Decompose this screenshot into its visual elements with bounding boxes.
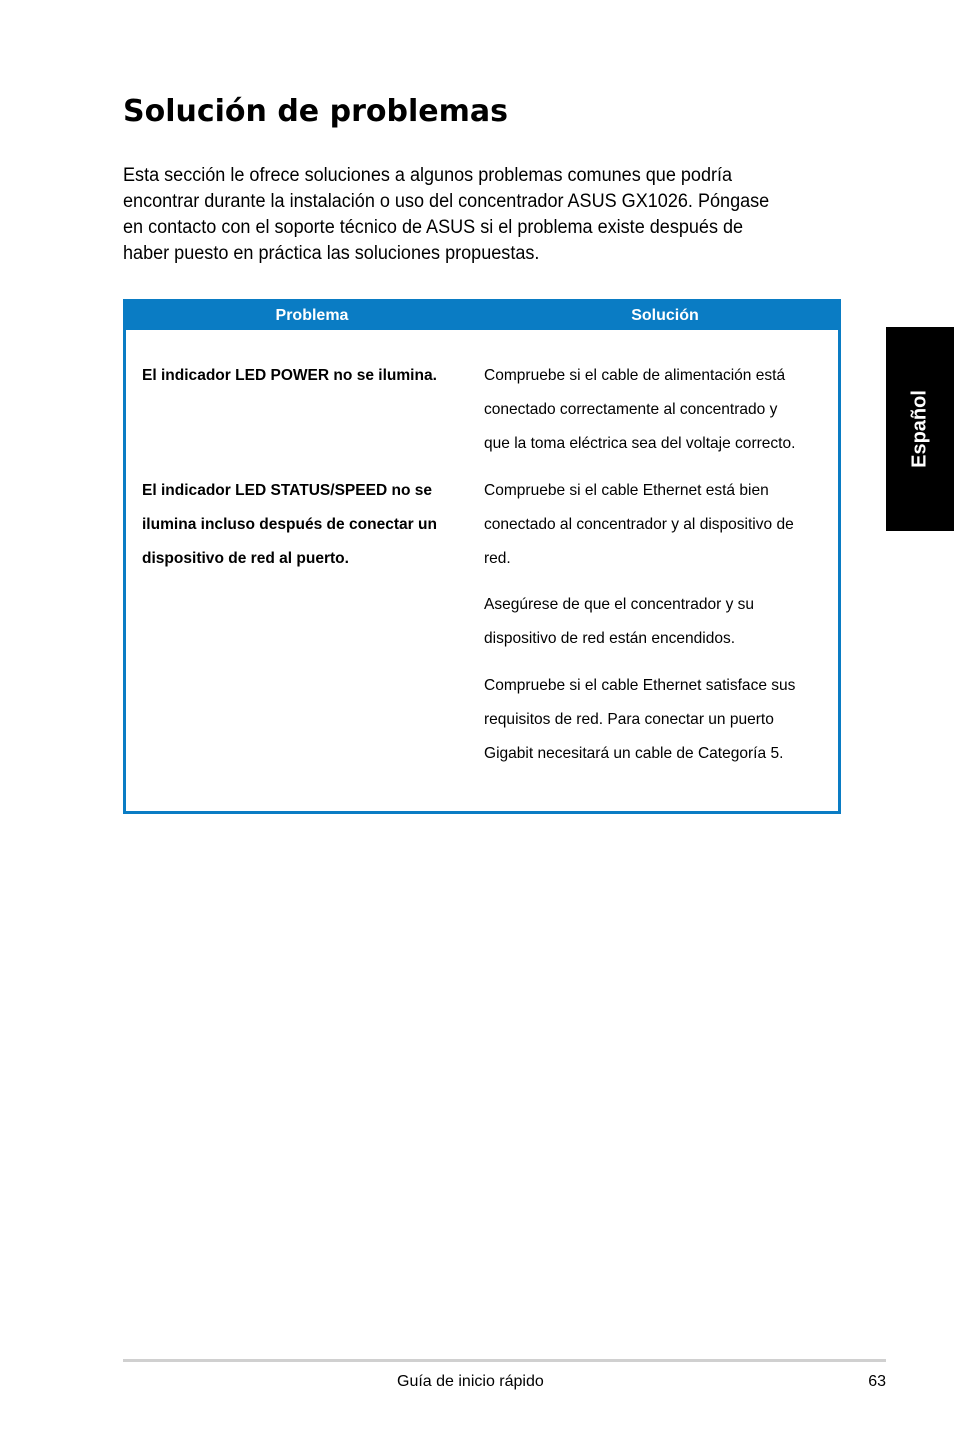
intro-line: en contacto con el soporte técnico de ASUS si el problema existe después de [123,217,744,238]
problem-line: El indicador LED STATUS/SPEED no se [142,482,433,499]
solution-cell [484,669,795,771]
solution-cell [484,588,754,656]
problem-line: dispositivo de red al puerto. [142,550,349,567]
problem-cell [142,474,437,576]
solution-line: requisitos de red. Para conectar un puerto [484,711,774,728]
problem-cell [142,359,437,393]
page-number: 63 [868,1373,886,1390]
footer-divider [123,1359,886,1362]
solution-line: conectado al concentrador y al dispositivo de [484,516,794,533]
table-header [126,302,838,330]
intro-line: Esta sección le ofrece soluciones a algunos problemas comunes que podría [123,165,733,186]
solution-line: dispositivo de red están encendidos. [484,630,736,647]
troubleshooting-table [123,299,841,814]
solution-line: Compruebe si el cable Ethernet satisface sus [484,677,796,694]
solution-line: Gigabit necesitará un cable de Categoría 5. [484,745,784,762]
page-title: Solución de problemas [123,94,508,129]
problem-line: El indicador LED POWER no se ilumina. [142,367,437,384]
footer-title: Guía de inicio rápido [397,1373,544,1390]
solution-cell [484,474,794,576]
solution-line: red. [484,550,511,567]
solution-line: Asegúrese de que el concentrador y su [484,596,755,613]
column-header-problem: Problema [275,307,349,324]
solution-line: Compruebe si el cable de alimentación está [484,367,786,384]
intro-line: haber puesto en práctica las soluciones propuestas. [123,243,540,264]
column-header-solution: Solución [631,307,699,324]
solution-line: conectado correctamente al concentrado y [484,401,778,418]
solution-cell [484,359,795,461]
solution-line: Compruebe si el cable Ethernet está bien [484,482,769,499]
problem-line: ilumina incluso después de conectar un [142,516,437,533]
intro-line: encontrar durante la instalación o uso del concentrador ASUS GX1026. Póngase [123,191,770,212]
solution-line: que la toma eléctrica sea del voltaje correcto. [484,435,796,452]
language-label: Español [908,390,931,468]
intro-paragraph [123,163,807,267]
language-side-tab [886,327,954,531]
